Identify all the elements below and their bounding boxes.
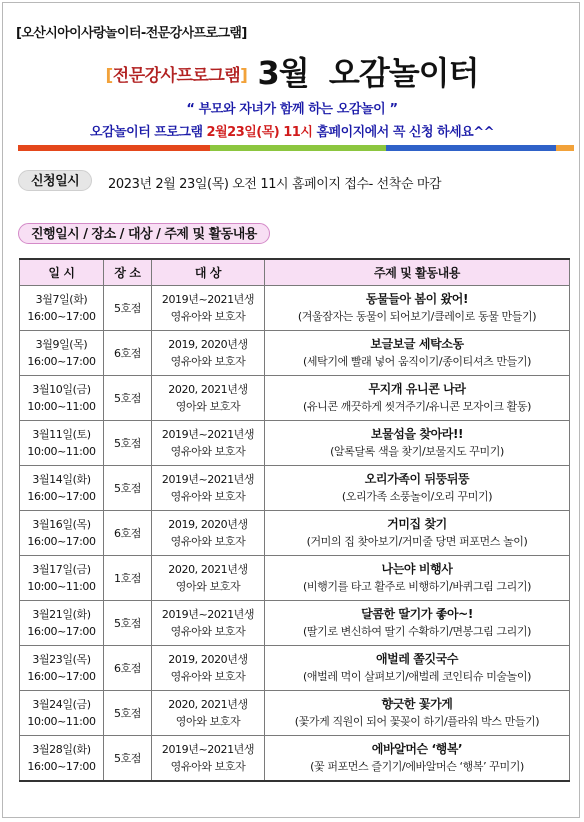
row-theme: 달콤한 딸기가 좋아~!: [361, 607, 473, 621]
header-theme: 주제 및 활동내용: [265, 259, 570, 286]
row-birth-years: 2019년~2021년생: [161, 293, 255, 306]
row-time: 16:00~17:00: [27, 760, 96, 773]
cell-datetime: [20, 376, 104, 421]
row-audience: 영유아와 보호자: [170, 355, 246, 368]
cell-datetime: [20, 691, 104, 736]
cell-target: [152, 646, 265, 691]
row-date: 3월16일(목): [32, 518, 91, 531]
row-birth-years: 2019, 2020년생: [168, 518, 248, 531]
cell-datetime: [20, 736, 104, 782]
row-place: 5호점: [104, 466, 152, 511]
table-row: [20, 331, 570, 376]
row-time: 16:00~17:00: [27, 355, 96, 368]
row-place: 6호점: [104, 511, 152, 556]
row-activity: (겨울잠자는 동물이 되어보기/클레이로 동물 만들기): [297, 310, 537, 323]
color-bar-segment: [18, 145, 210, 151]
row-activity: (꽃 퍼포먼스 즐기기/에바알머슨 ‘행복’ 꾸미기): [310, 760, 524, 773]
cell-datetime: [20, 331, 104, 376]
row-theme: 애벌레 쫄깃국수: [375, 652, 459, 666]
row-theme: 오리가족이 뒤뚱뒤뚱: [364, 472, 470, 486]
table-row: [20, 736, 570, 782]
row-audience: 영아와 보호자: [175, 400, 241, 413]
cell-target: [152, 691, 265, 736]
row-activity: (애벌레 먹이 살펴보기/애벌레 코인티슈 미술놀이): [303, 670, 531, 683]
cell-datetime: [20, 466, 104, 511]
row-birth-years: 2020, 2021년생: [168, 698, 248, 711]
row-theme: 보물섬을 찾아라!!: [370, 427, 464, 441]
table-row: [20, 376, 570, 421]
row-birth-years: 2019, 2020년생: [168, 653, 248, 666]
row-activity: (딸기로 변신하여 딸기 수확하기/면봉그림 그리기): [303, 625, 531, 638]
page-title: 3월 오감놀이터: [257, 54, 479, 92]
cell-theme: [265, 556, 570, 601]
row-birth-years: 2019년~2021년생: [161, 428, 255, 441]
row-date: 3월11일(토): [32, 428, 91, 441]
row-place: 5호점: [104, 691, 152, 736]
cell-theme: [265, 421, 570, 466]
cell-target: [152, 421, 265, 466]
color-divider: [18, 145, 574, 151]
cell-theme: [265, 691, 570, 736]
header-place: 장 소: [104, 259, 152, 286]
row-theme: 보글보글 세탁소동: [370, 337, 464, 351]
row-birth-years: 2020, 2021년생: [168, 563, 248, 576]
color-bar-segment: [556, 145, 574, 151]
header-target: 대 상: [152, 259, 265, 286]
row-audience: 영유아와 보호자: [170, 535, 246, 548]
row-date: 3월17일(금): [32, 563, 91, 576]
row-birth-years: 2019, 2020년생: [168, 338, 248, 351]
program-type-label: [전문강사프로그램]: [105, 66, 248, 86]
table-row: [20, 511, 570, 556]
row-birth-years: 2019년~2021년생: [161, 473, 255, 486]
cell-theme: [265, 376, 570, 421]
cell-target: [152, 736, 265, 782]
row-activity: (꽃가게 직원이 되어 꽃꽂이 하기/플라워 박스 만들기): [294, 715, 540, 728]
row-theme: 동물들아 봄이 왔어!: [365, 292, 469, 306]
row-time: 16:00~17:00: [27, 670, 96, 683]
color-bar-segment: [386, 145, 556, 151]
cell-theme: [265, 466, 570, 511]
row-audience: 영유아와 보호자: [170, 760, 246, 773]
row-birth-years: 2019년~2021년생: [161, 608, 255, 621]
row-time: 10:00~11:00: [27, 445, 96, 458]
cell-datetime: [20, 556, 104, 601]
row-place: 5호점: [104, 601, 152, 646]
row-audience: 영유아와 보호자: [170, 625, 246, 638]
cell-target: [152, 286, 265, 331]
row-audience: 영아와 보호자: [175, 715, 241, 728]
row-activity: (거미의 집 찾아보기/거미줄 당면 퍼포먼스 놀이): [306, 535, 528, 548]
row-activity: (유니콘 깨끗하게 씻겨주기/유니콘 모자이크 활동): [303, 400, 531, 413]
notice-line: 오감놀이터 프로그램 2월23일(목) 11시 홈페이지에서 꼭 신청 하세요^^: [89, 125, 495, 140]
row-date: 3월24일(금): [32, 698, 91, 711]
schedule-table: [19, 258, 570, 782]
notice-date: 2월23일(목) 11시: [206, 125, 313, 140]
application-date: 2023년 2월 23일(목) 오전 11시 홈페이지 접수- 선착순 마감: [108, 177, 442, 192]
program-tag: [오산시아이사랑놀이터-전문강사프로그램]: [16, 26, 247, 41]
row-time: 10:00~11:00: [27, 580, 96, 593]
row-time: 16:00~17:00: [27, 535, 96, 548]
row-theme: 무지개 유니콘 나라: [368, 382, 466, 396]
table-row: [20, 646, 570, 691]
cell-theme: [265, 511, 570, 556]
row-audience: 영유아와 보호자: [170, 310, 246, 323]
cell-theme: [265, 286, 570, 331]
row-time: 10:00~11:00: [27, 400, 96, 413]
header-date: 일 시: [20, 259, 104, 286]
row-date: 3월7일(화): [35, 293, 88, 306]
row-place: 5호점: [104, 421, 152, 466]
table-row: [20, 286, 570, 331]
row-place: 5호점: [104, 286, 152, 331]
row-birth-years: 2020, 2021년생: [168, 383, 248, 396]
row-activity: (오리가족 소풍놀이/오리 꾸미기): [341, 490, 493, 503]
row-audience: 영유아와 보호자: [170, 490, 246, 503]
row-activity: (비행기를 타고 활주로 비행하기/바퀴그림 그리기): [303, 580, 531, 593]
headline: [0, 48, 584, 94]
row-activity: (세탁기에 빨래 넣어 움직이기/종이티셔츠 만들기): [303, 355, 531, 368]
row-time: 16:00~17:00: [27, 625, 96, 638]
cell-target: [152, 601, 265, 646]
row-place: 5호점: [104, 376, 152, 421]
slogan: “ 부모와 자녀가 함께 하는 오감놀이 ”: [186, 102, 398, 117]
cell-datetime: [20, 646, 104, 691]
row-place: 5호점: [104, 736, 152, 782]
table-row: [20, 466, 570, 511]
cell-theme: [265, 646, 570, 691]
cell-target: [152, 376, 265, 421]
row-place: 6호점: [104, 646, 152, 691]
table-row: [20, 421, 570, 466]
cell-target: [152, 331, 265, 376]
cell-theme: [265, 601, 570, 646]
row-theme: 나는야 비행사: [381, 562, 453, 576]
row-place: 1호점: [104, 556, 152, 601]
application-label: 신청일시: [18, 170, 92, 191]
row-date: 3월14일(화): [32, 473, 91, 486]
cell-target: [152, 466, 265, 511]
cell-theme: [265, 736, 570, 782]
row-audience: 영아와 보호자: [175, 580, 241, 593]
cell-datetime: [20, 421, 104, 466]
row-time: 16:00~17:00: [27, 310, 96, 323]
row-theme: 에바알머슨 ‘행복’: [371, 742, 463, 756]
row-theme: 거미집 찾기: [387, 517, 447, 531]
row-theme: 향긋한 꽃가게: [381, 697, 453, 711]
cell-target: [152, 556, 265, 601]
section-label: 진행일시 / 장소 / 대상 / 주제 및 활동내용: [18, 223, 270, 244]
table-header-row: [20, 259, 570, 286]
row-activity: (알록달록 색을 찾기/보물지도 꾸미기): [330, 445, 504, 458]
row-time: 10:00~11:00: [27, 715, 96, 728]
row-date: 3월10일(금): [32, 383, 91, 396]
row-audience: 영유아와 보호자: [170, 445, 246, 458]
cell-target: [152, 511, 265, 556]
row-audience: 영유아와 보호자: [170, 670, 246, 683]
color-bar-segment: [210, 145, 386, 151]
table-row: [20, 691, 570, 736]
row-date: 3월9일(목): [35, 338, 88, 351]
cell-datetime: [20, 286, 104, 331]
cell-theme: [265, 331, 570, 376]
table-row: [20, 556, 570, 601]
cell-datetime: [20, 601, 104, 646]
row-date: 3월28일(화): [32, 743, 91, 756]
row-birth-years: 2019년~2021년생: [161, 743, 255, 756]
row-place: 6호점: [104, 331, 152, 376]
row-date: 3월23일(목): [32, 653, 91, 666]
row-time: 16:00~17:00: [27, 490, 96, 503]
row-date: 3월21일(화): [32, 608, 91, 621]
cell-datetime: [20, 511, 104, 556]
table-row: [20, 601, 570, 646]
